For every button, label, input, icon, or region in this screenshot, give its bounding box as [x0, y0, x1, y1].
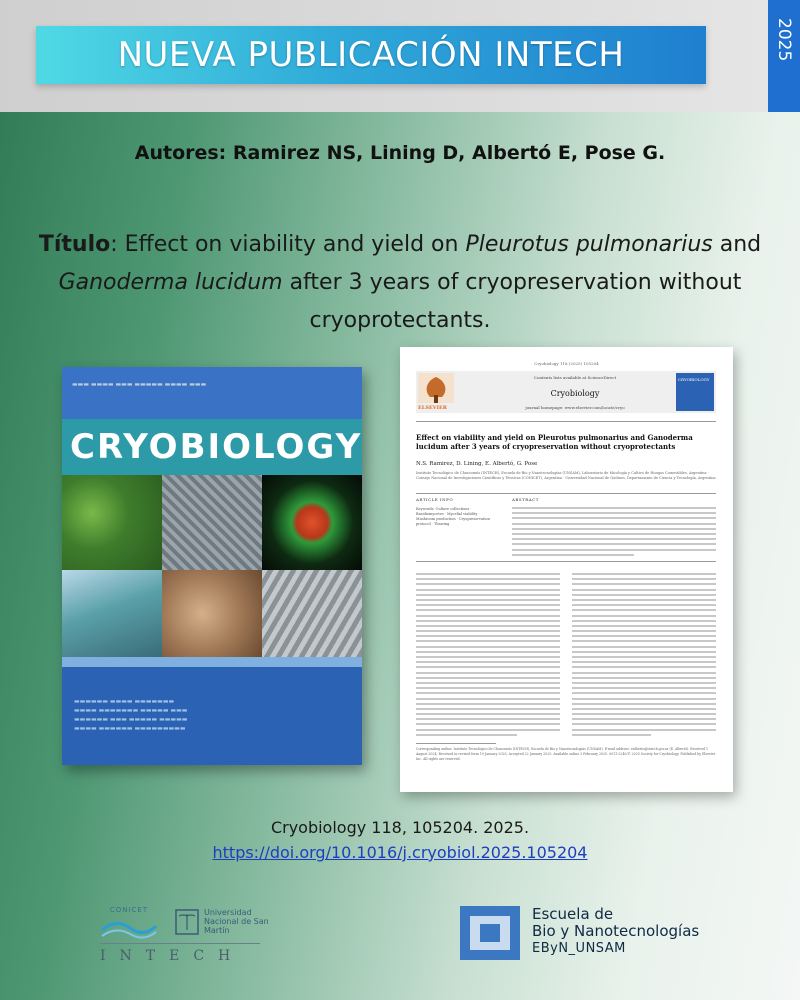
cover-logo: CRYOBIOLOGY: [62, 419, 362, 475]
body-column-right: [572, 573, 716, 739]
cover-tile-micro: [262, 570, 362, 657]
title-text-b: and: [712, 232, 762, 257]
cover-footer: ▬▬▬▬▬▬ ▬▬▬▬ ▬▬▬▬▬▬▬ ▬▬▬▬ ▬▬▬▬▬▬▬ ▬▬▬▬▬ ▬▬▬ ▬▬▬▬▬▬ ▬▬▬ ▬▬▬▬▬ ▬▬▬▬▬ ▬▬▬▬ ▬▬▬▬▬▬ ▬▬▬▬▬▬▬▬▬: [74, 698, 188, 732]
divider: [416, 421, 716, 422]
ebyn-logo-icon: [460, 902, 524, 964]
title-text-a: : Effect on viability and yield on: [110, 232, 466, 257]
banner: [36, 26, 706, 84]
article-contents: Contents lists available at ScienceDirect: [533, 375, 617, 380]
article-keywords: Keywords: Culture collections · Basidiomycetes · Mycelial viability · Mushroom production · Cryopreservation protocol · Thawing: [416, 507, 490, 526]
doi-link[interactable]: https://doi.org/10.1016/j.cryobiol.2025.105204: [212, 843, 588, 862]
abstract-text: [512, 507, 716, 559]
banner-title: NUEVA PUBLICACIÓN INTECH: [117, 35, 625, 75]
year-label: 2025: [774, 18, 794, 62]
intech-wordmark: INTECH: [100, 948, 245, 964]
divider: [416, 493, 716, 494]
article-title: Effect on viability and yield on Pleurotus pulmonarius and Ganoderma lucidum after 3 years of cryopreservation without cryoprotectants: [416, 433, 693, 451]
cover-tile-green: [62, 475, 162, 570]
citation-text: Cryobiology 118, 105204. 2025.: [270, 818, 530, 837]
divider: [416, 561, 716, 562]
footnote-rule: [416, 743, 496, 744]
article-cite-line: Cryobiology 118 (2025) 105204: [534, 361, 599, 366]
elsevier-wordmark: ELSEVIER: [418, 405, 447, 411]
cover-tile-cell: [262, 475, 362, 570]
article-footnote: Corresponding author. Instituto Tecnológico de Chascomús (INTECH), Escuela de Bio y Nanotecnologías (UNSAM). E-mail address: ealberto@intech.gov.ar (E. Albertó). Received 1 August 2024; Received in revised form 19 January 2025; Accepted 22 January 2025. Available online 3 February 2025. 0011-2240/© 2025 Society for Cryobiology. Published by Elsevier Inc. All rights are reserved.: [416, 747, 716, 761]
article-authors: N.S. Ramirez, D. Lining, E. Albertó, G. Pose: [416, 461, 538, 467]
article-affiliations: Instituto Tecnológico de Chascomús (INTECH), Escuela de Bio y Nanotecnologías (UNSAM), Laboratorio de Micología y Cultivo de Hongos Comestibles, Argentina · Consejo Nacional de Investigaciones Científicas y Técnicas (CONICET), Argentina · Universidad Nacional de Quilmes, Departamento de Ciencia y Tecnología, Argentina: [416, 471, 716, 480]
article-info-label: ARTICLE INFO: [416, 497, 454, 502]
publication-title: [30, 226, 770, 340]
cover-topline: ▬▬▬ ▬▬▬▬ ▬▬▬ ▬▬▬▬▬ ▬▬▬▬ ▬▬▬: [72, 381, 207, 388]
ebyn-title-line1: Escuela de: [532, 905, 614, 923]
article-homepage: journal homepage: www.elsevier.com/locate/cryo: [525, 405, 625, 410]
cover-tile-surface: [62, 570, 162, 657]
cover-top: [62, 367, 362, 419]
ebyn-title-line2: Bio y Nanotecnologías: [532, 922, 700, 940]
article-first-page: [400, 347, 733, 792]
title-label: Título: [38, 232, 111, 257]
species-1: Pleurotus pulmonarius: [465, 232, 713, 257]
abstract-label: ABSTRACT: [512, 497, 539, 502]
journal-cover-image: [62, 367, 362, 765]
cover-tile-grey: [162, 475, 262, 570]
conicet-wave-icon: [100, 906, 158, 946]
species-2: Ganoderma lucidum: [58, 270, 283, 295]
title-text-c: after 3 years of cryopreservation without cryoprotectants.: [282, 270, 742, 333]
ebyn-handle: EByN_UNSAM: [532, 941, 626, 956]
body-column-left: [416, 573, 560, 739]
intech-divider: [100, 943, 260, 944]
authors-line: Autores: Ramirez NS, Lining D, Albertó E, Pose G.: [134, 142, 666, 164]
conicet-wordmark: CONICET: [109, 906, 149, 914]
cover-strip: [62, 657, 362, 667]
cover-tile-tissue: [162, 570, 262, 657]
unsam-wordmark: Universidad Nacional de San Martín: [204, 908, 269, 935]
article-journal: Cryobiology: [550, 389, 600, 398]
unsam-book-icon: [174, 908, 200, 936]
journal-thumbnail: CRYOBIOLOGY: [676, 373, 714, 411]
